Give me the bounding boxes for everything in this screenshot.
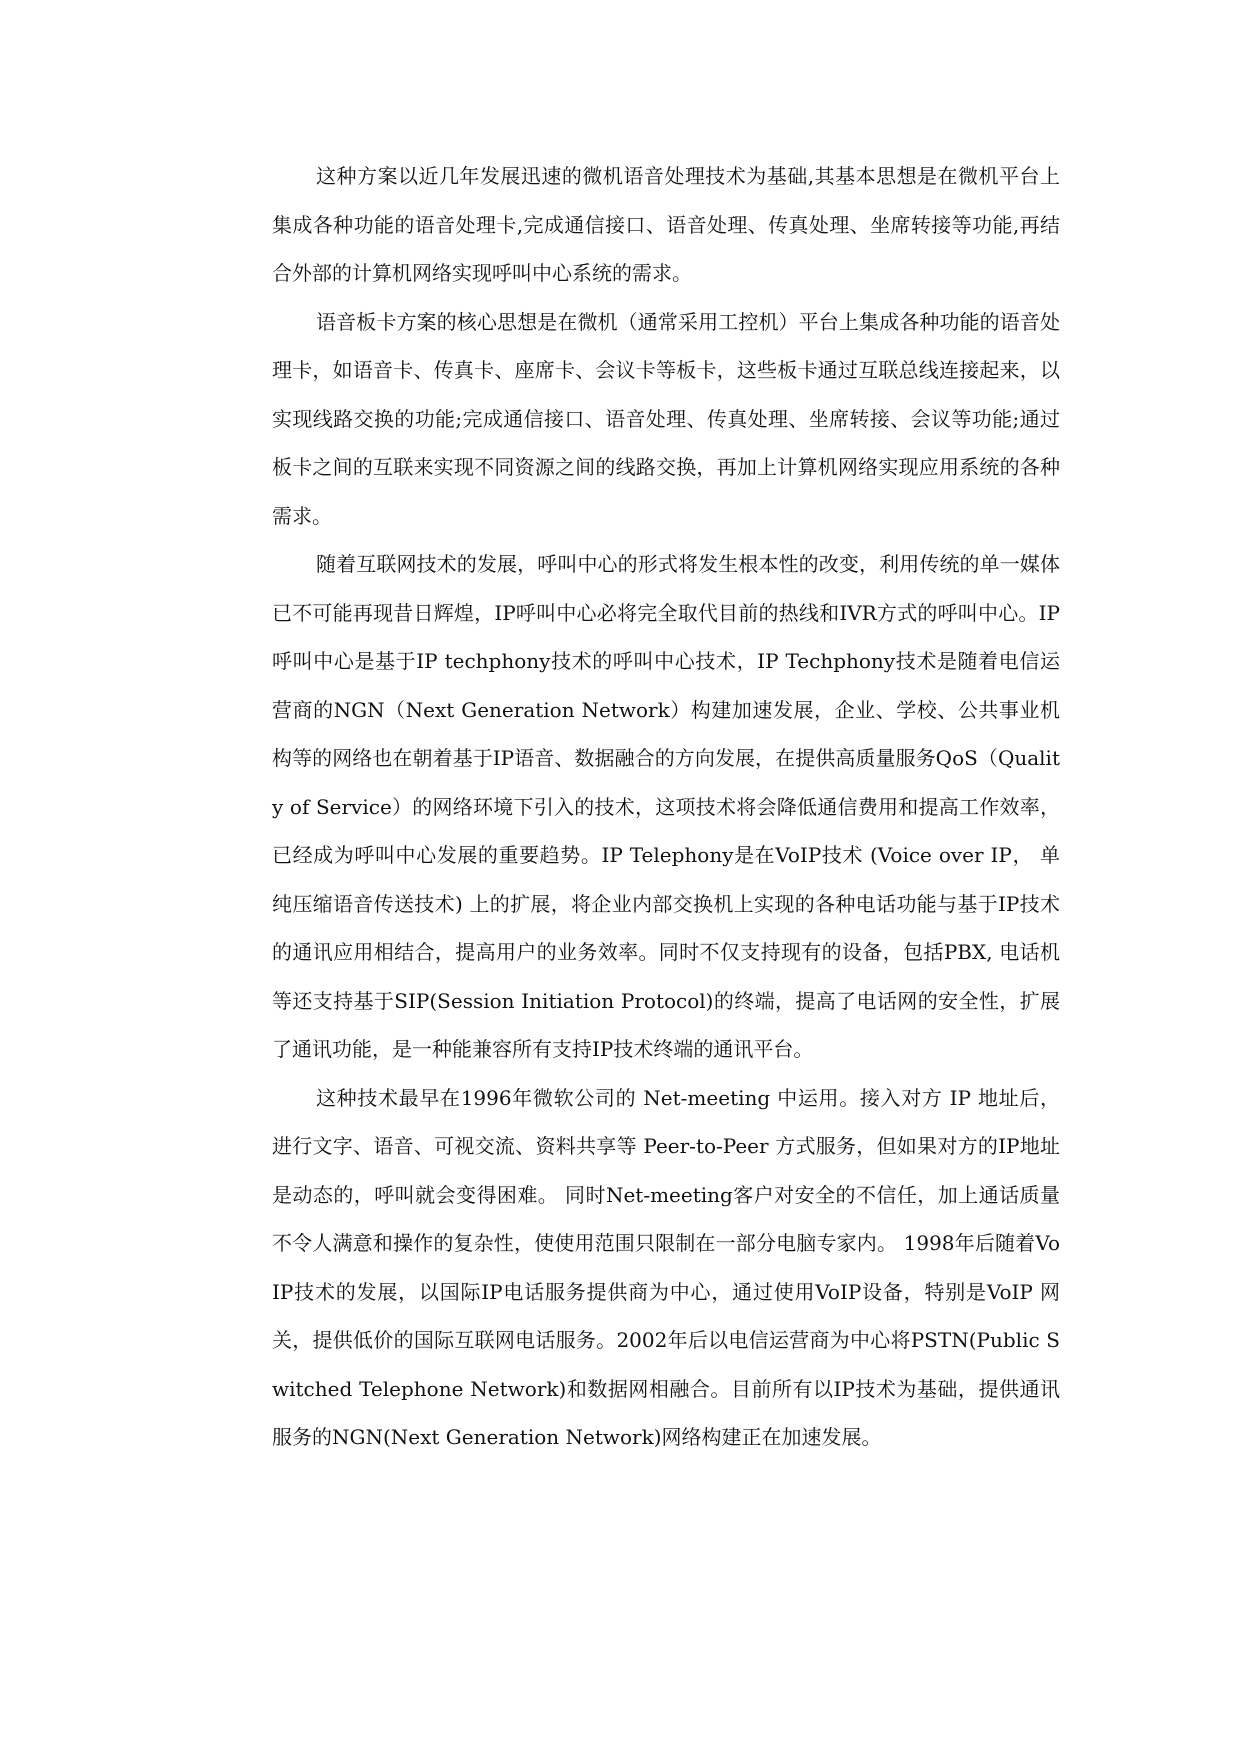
paragraph-voice-board-overview: 这种方案以近几年发展迅速的微机语音处理技术为基础,其基本思想是在微机平台上集成各种功能的语音处理卡,完成通信接口、语音处理、传真处理、坐席转接等功能,再结合外部的计算机网络实现呼叫中心系统的需求。: [272, 164, 1060, 285]
document-body: [272, 152, 1060, 1462]
paragraph-ip-call-center: 随着互联网技术的发展，呼叫中心的形式将发生根本性的改变，利用传统的单一媒体已不可能再现昔日辉煌，IP呼叫中心必将完全取代目前的热线和IVR方式的呼叫中心。IP呼叫中心是基于IP techphony技术的呼叫中心技术，IP Techphony技术是随着电信运营商的NGN（Next Generation Network）构建加速发展，企业、学校、公共事业机构等的网络也在朝着基于IP语音、数据融合的方向发展，在提供高质量服务QoS（Quality of Service）的网络环境下引入的技术，这项技术将会降低通信费用和提高工作效率，已经成为呼叫中心发展的重要趋势。IP Telephony是在VoIP技术 (Voice over IP， 单纯压缩语音传送技术) 上的扩展，将企业内部交换机上实现的各种电话功能与基于IP技术的通讯应用相结合，提高用户的业务效率。同时不仅支持现有的设备，包括PBX, 电话机等还支持基于SIP(Session Initiation Protocol)的终端，提高了电话网的安全性，扩展了通讯功能，是一种能兼容所有支持IP技术终端的通讯平台。: [272, 552, 1060, 1061]
paragraph-technology-history: 这种技术最早在1996年微软公司的 Net-meeting 中运用。接入对方 IP 地址后，进行文字、语音、可视交流、资料共享等 Peer-to-Peer 方式服务，但如果对方的IP地址是动态的，呼叫就会变得困难。 同时Net-meeting客户对安全的不信任，加上通话质量不令人满意和操作的复杂性，使使用范围只限制在一部分电脑专家内。 1998年后随着VoIP技术的发展，以国际IP电话服务提供商为中心，通过使用VoIP设备，特别是VoIP 网关，提供低价的国际互联网电话服务。2002年后以电信运营商为中心将PSTN(Public Switched Telephone Network)和数据网相融合。目前所有以IP技术为基础，提供通讯服务的NGN(Next Generation Network)网络构建正在加速发展。: [272, 1085, 1060, 1449]
paragraph-voice-board-core-idea: 语音板卡方案的核心思想是在微机（通常采用工控机）平台上集成各种功能的语音处理卡，如语音卡、传真卡、座席卡、会议卡等板卡，这些板卡通过互联总线连接起来，以实现线路交换的功能;完成通信接口、语音处理、传真处理、坐席转接、会议等功能;通过板卡之间的互联来实现不同资源之间的线路交换，再加上计算机网络实现应用系统的各种需求。: [272, 309, 1060, 528]
